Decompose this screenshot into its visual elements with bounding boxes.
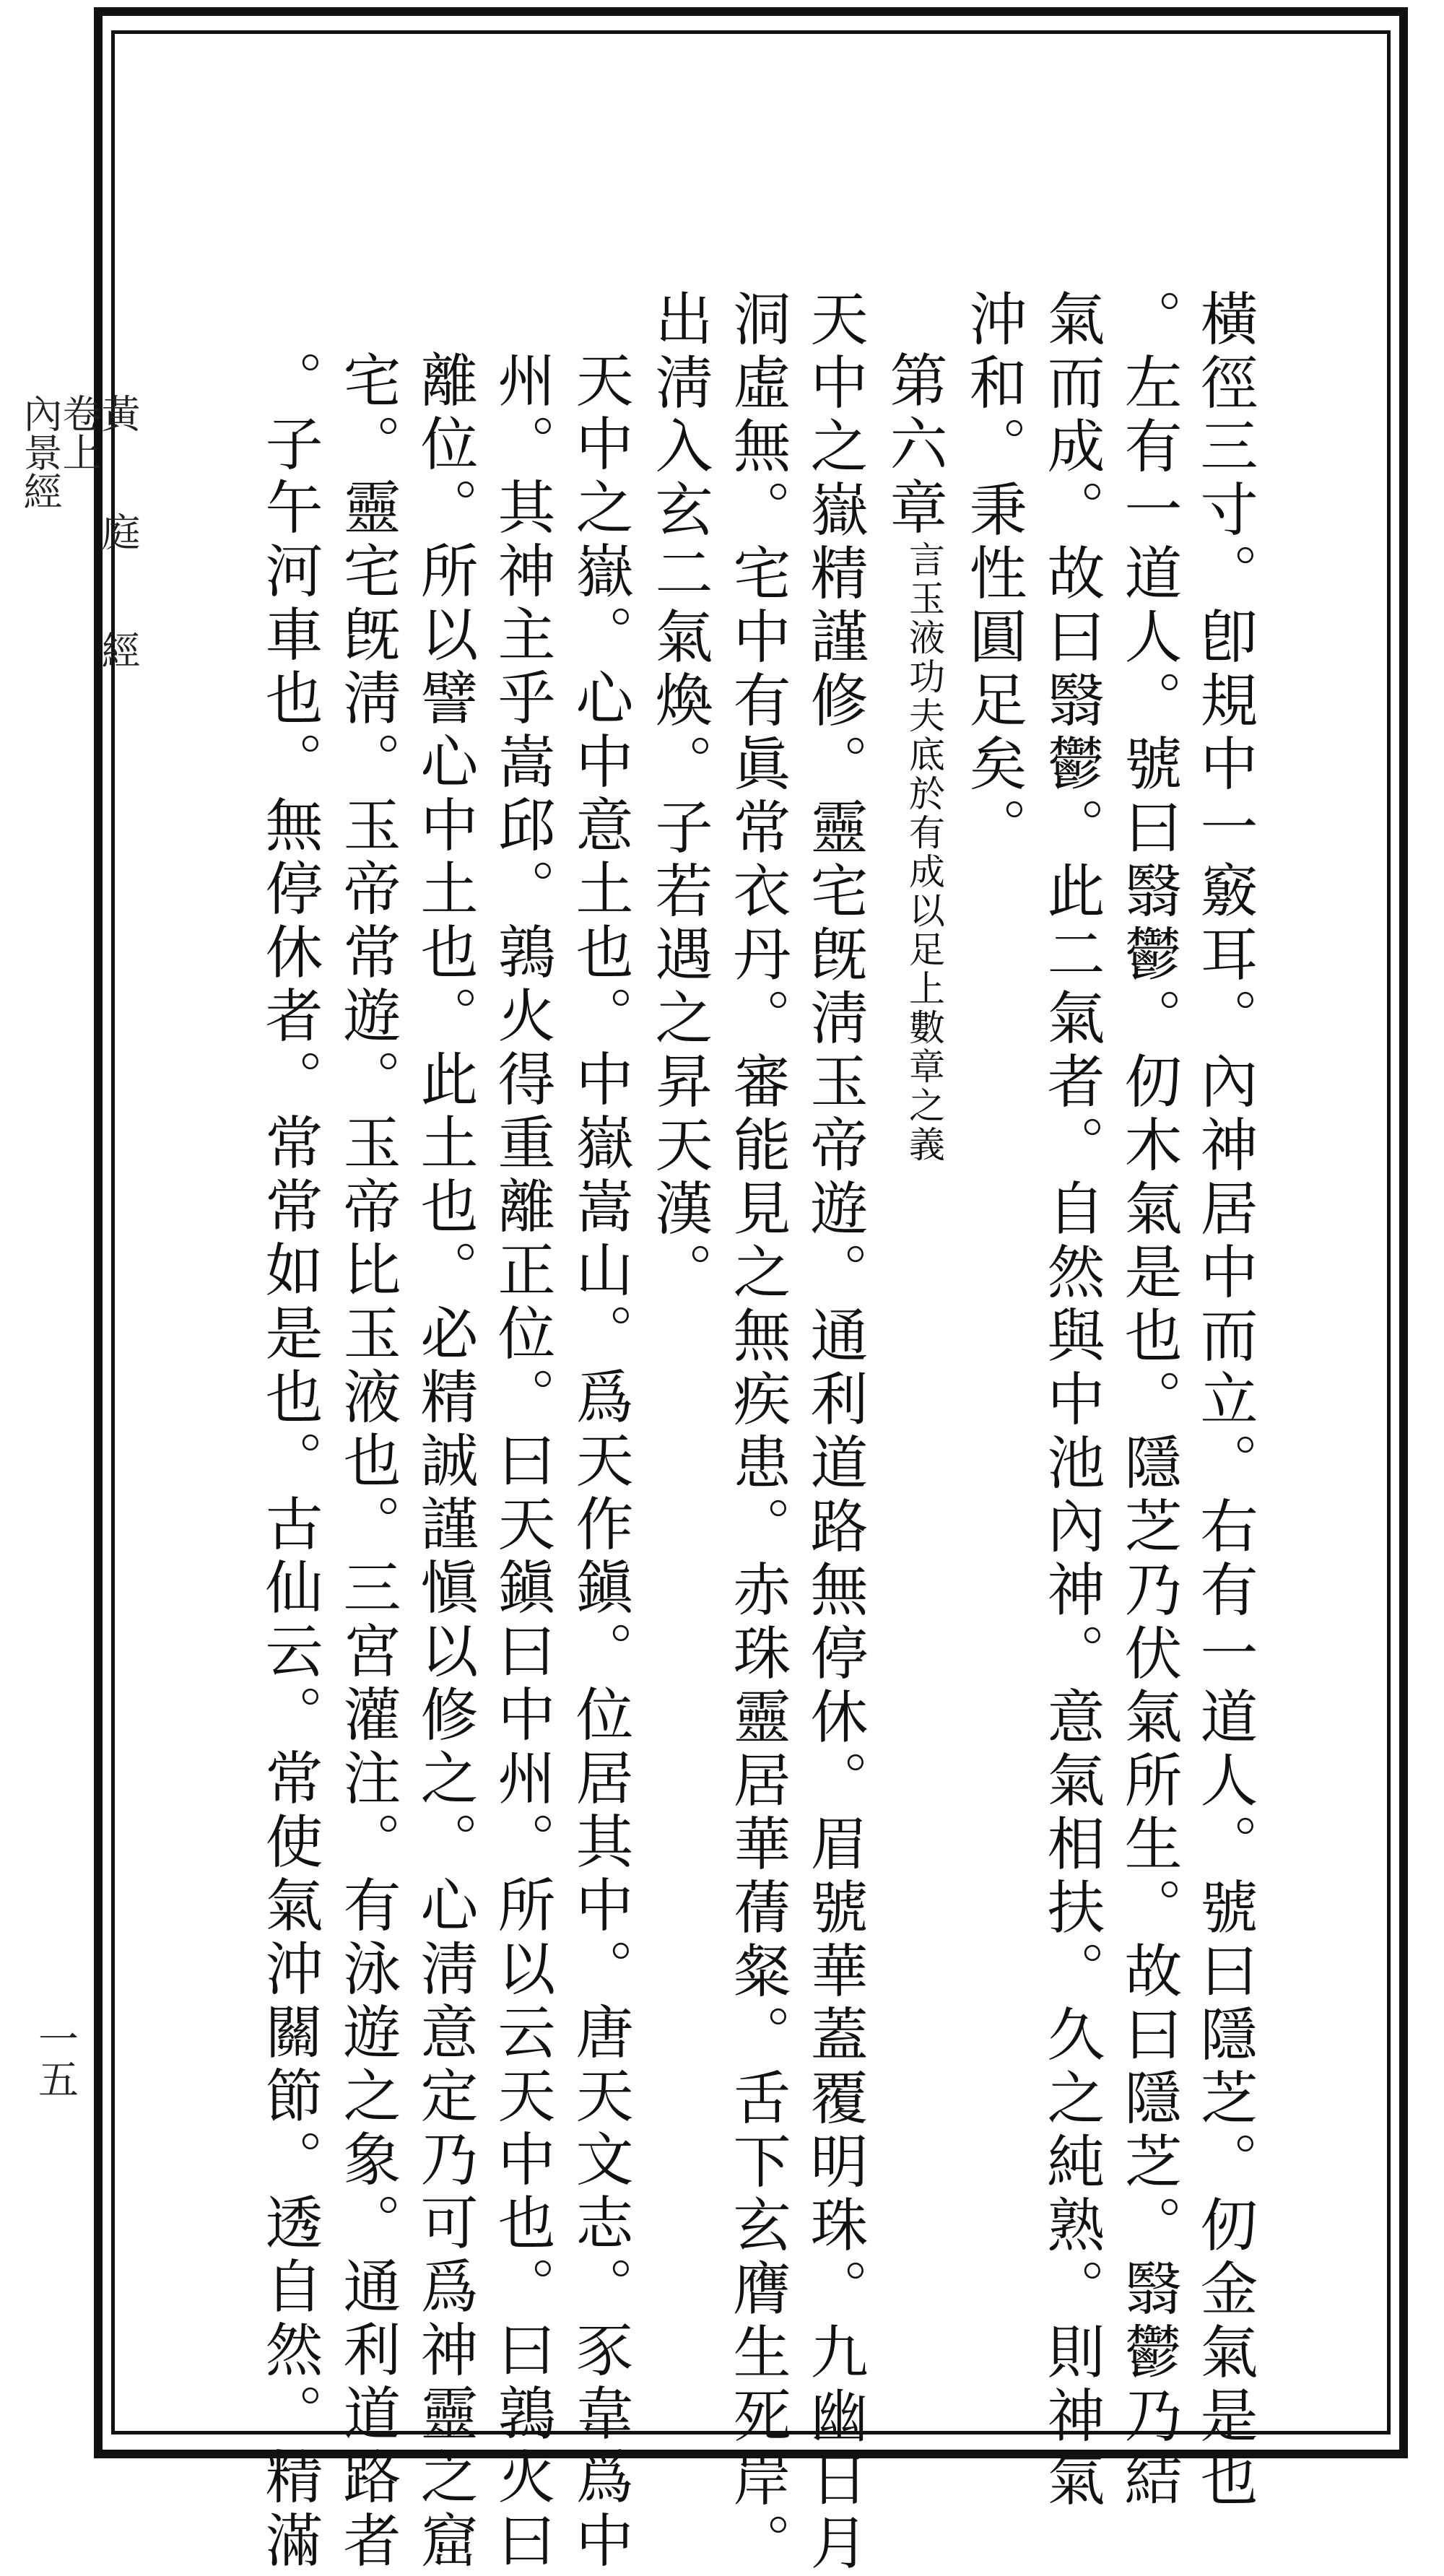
section-label: 內景經 bbox=[17, 393, 63, 510]
page-number: 一五 bbox=[32, 2018, 79, 2099]
text-column-13: 。子午河車也。無停休者。常常如是也。古仙云。常使氣沖關節。透自然。精滿 bbox=[256, 350, 323, 2574]
chapter-title: 第六章 bbox=[880, 350, 947, 541]
text-column-9: 天中之嶽。心中意土也。中嶽嵩山。爲天作鎭。位居其中。唐天文志。豕韋爲中 bbox=[566, 350, 633, 2574]
margin-header bbox=[17, 393, 141, 689]
text-column-1: 橫徑三寸。卽規中一竅耳。內神居中而立。右有一道人。號曰隱芝。仞金氣是也 bbox=[1191, 289, 1258, 2512]
text-column-3: 氣而成。故曰翳鬱。此二氣者。自然與中池內神。意氣相扶。久之純熟。則神氣 bbox=[1038, 289, 1105, 2512]
text-column-11: 離位。所以譬心中土也。此土也。必精誠謹愼以修之。心淸意定乃可爲神靈之窟 bbox=[411, 350, 478, 2574]
text-column-6: 天中之嶽精謹修。靈宅旣淸玉帝遊。通利道路無停休。眉號華蓋覆明珠。九幽日月 bbox=[801, 289, 868, 2576]
text-column-10: 州。其神主乎嵩邱。鶉火得重離正位。曰天鎭曰中州。所以云天中也。曰鶉火曰 bbox=[488, 350, 555, 2574]
chapter-heading bbox=[880, 350, 947, 1165]
chapter-note: 言玉液功夫底於有成以足上數章之義 bbox=[903, 541, 945, 1165]
book-title: 黃 庭 經 bbox=[95, 393, 141, 689]
volume-label: 卷上 bbox=[56, 393, 102, 471]
text-column-7: 洞虛無。宅中有眞常衣丹。審能見之無疾患。赤珠靈居華蒨粲。舌下玄膺生死岸。 bbox=[723, 289, 791, 2576]
text-column-12: 宅。靈宅旣淸。玉帝常遊。玉帝比玉液也。三宮灌注。有泳遊之象。通利道路者 bbox=[334, 350, 401, 2574]
text-column-4: 沖和。秉性圓足矣。 bbox=[960, 289, 1027, 861]
text-column-8: 出淸入玄二氣煥。子若遇之昇天漢。 bbox=[645, 289, 713, 1305]
text-column-2: 。左有一道人。號曰翳鬱。仞木氣是也。隱芝乃伏氣所生。故曰隱芝。翳鬱乃結 bbox=[1115, 289, 1182, 2512]
